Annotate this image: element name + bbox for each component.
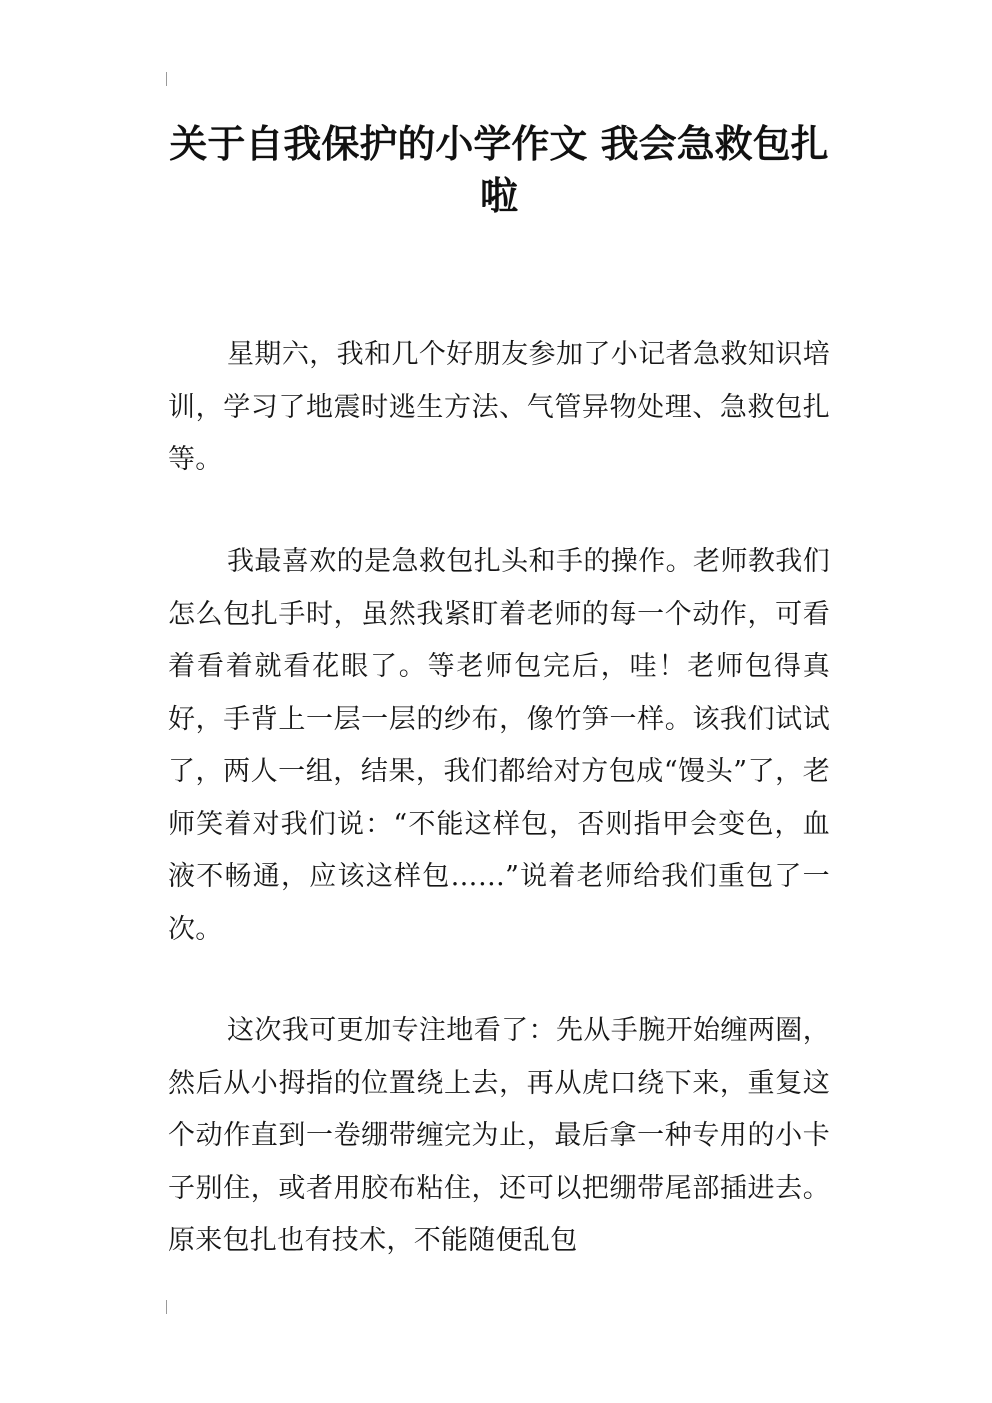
paragraph-2: 我最喜欢的是急救包扎头和手的操作。老师教我们怎么包扎手时，虽然我紧盯着老师的每一个动作，可看着看着就看花眼了。等老师包完后，哇！老师包得真好，手背上一层一层的纱布，像竹笋一样。该我们试试了，两人一组，结果，我们都给对方包成“馒头”了，老师笑着对我们说：“不能这样包，否则指甲会变色，血液不畅通，应该这样包……”说着老师给我们重包了一次。 [168, 546, 830, 945]
paragraph-1: 星期六，我和几个好朋友参加了小记者急救知识培训，学习了地震时逃生方法、气管异物处理、急救包扎等。 [168, 339, 830, 475]
page-corner-mark-bottom [166, 1300, 167, 1314]
page-corner-mark-top [166, 72, 167, 86]
document-title: 关于自我保护的小学作文 我会急救包扎啦 [169, 122, 829, 218]
paragraph-3: 这次我可更加专注地看了：先从手腕开始缠两圈，然后从小拇指的位置绕上去，再从虎口绕下来，重复这个动作直到一卷绷带缠完为止，最后拿一种专用的小卡子别住，或者用胶布粘住，还可以把绷带尾部插进去。原来包扎也有技术，不能随便乱包 [168, 1015, 830, 1256]
